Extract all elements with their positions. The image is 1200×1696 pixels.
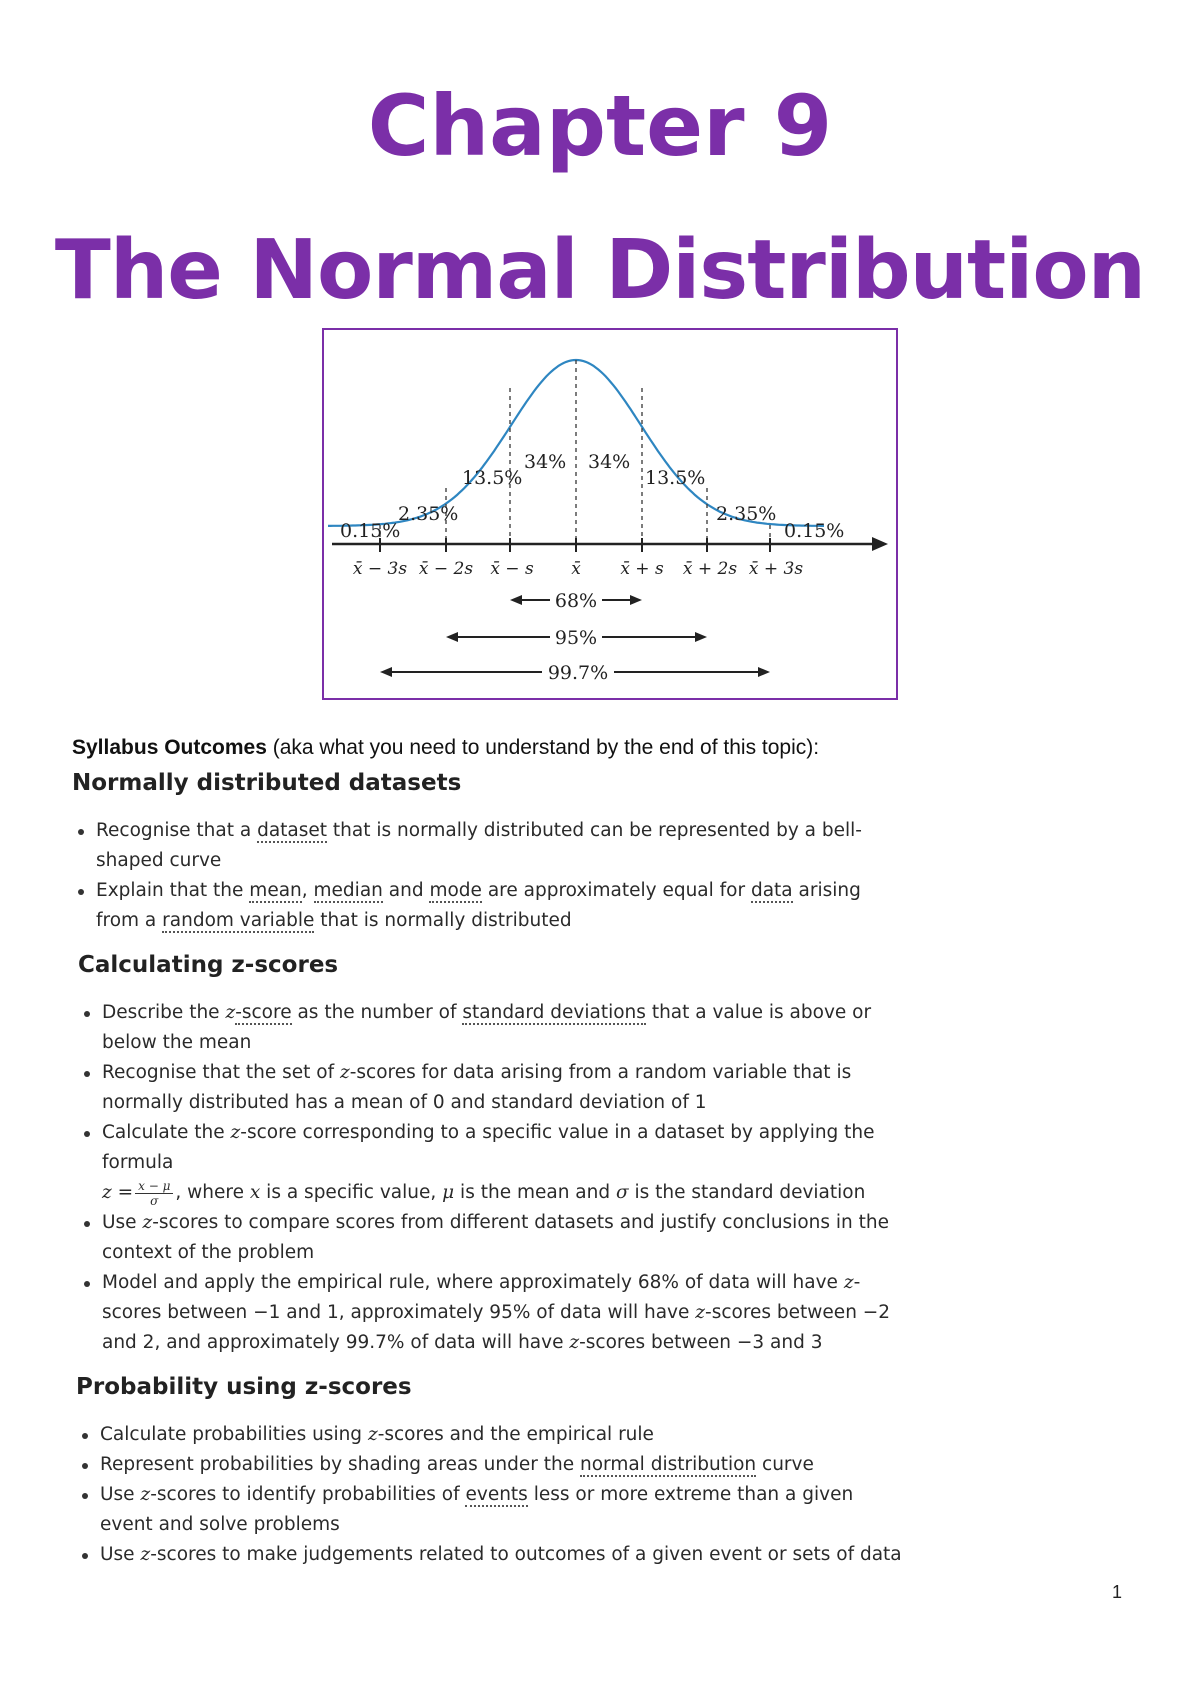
tick-label-plus-2s: x̄ + 2s — [682, 559, 738, 579]
label-left-tail: 0.15% — [340, 520, 401, 542]
list-item: Explain that the mean, median and mode are approximately equal for data arising from a random variable that is normally distributed — [74, 876, 894, 936]
arrow-99-7-left — [380, 667, 392, 677]
glossary-link-mode[interactable]: mode — [429, 880, 482, 901]
label-left-center: 34% — [524, 451, 567, 473]
label-right-tail: 0.15% — [784, 520, 845, 542]
section-2-list — [80, 998, 900, 1358]
label-right-1s: 13.5% — [645, 467, 706, 489]
section-heading-probability-z-scores: Probability using z-scores — [76, 1374, 412, 1400]
chapter-number: Chapter 9 — [367, 77, 833, 175]
list-item: Recognise that the set of z-scores for data arising from a random variable that is normally distributed has a mean of 0 and standard deviation of 1 — [80, 1058, 900, 1118]
list-item: Describe the z-score as the number of standard deviations that a value is above or below the mean — [80, 998, 900, 1058]
tick-label-plus-3s: x̄ + 3s — [748, 559, 804, 579]
list-item: Represent probabilities by shading areas under the normal distribution curve — [78, 1450, 908, 1480]
range-label-99-7: 99.7% — [547, 662, 609, 684]
glossary-link-mean[interactable]: mean — [249, 880, 302, 901]
glossary-link-normal-distribution[interactable]: normal distribution — [580, 1454, 757, 1475]
list-item: Use z-scores to compare scores from different datasets and justify conclusions in the context of the problem — [80, 1208, 900, 1268]
list-item: Use z-scores to identify probabilities of events less or more extreme than a given event and solve problems — [78, 1480, 908, 1540]
list-item: Recognise that a dataset that is normally distributed can be represented by a bell-shaped curve — [74, 816, 894, 876]
section-1-list — [74, 816, 894, 936]
tick-label-minus-3s: x̄ − 3s — [352, 559, 408, 579]
arrow-68-right — [630, 595, 642, 605]
glossary-link-standard-deviations[interactable]: standard deviations — [462, 1002, 646, 1023]
range-label-68: 68% — [554, 590, 598, 612]
list-item: Use z-scores to make judgements related to outcomes of a given event or sets of data — [78, 1540, 908, 1570]
section-heading-normally-distributed: Normally distributed datasets — [72, 770, 462, 796]
list-item: Calculate probabilities using z-scores and the empirical rule — [78, 1420, 908, 1450]
section-3-list — [78, 1420, 908, 1570]
label-right-center: 34% — [588, 451, 631, 473]
normal-distribution-figure — [322, 328, 898, 700]
range-label-95: 95% — [554, 627, 598, 649]
section-heading-calculating-z-scores: Calculating z-scores — [78, 952, 339, 978]
label-left-1s: 13.5% — [462, 467, 523, 489]
label-right-2s: 2.35% — [716, 503, 777, 525]
tick-label-minus-s: x̄ − s — [490, 559, 534, 579]
syllabus-outcomes-note: (aka what you need to understand by the end of this topic): — [266, 736, 820, 759]
glossary-link-median[interactable]: median — [313, 880, 383, 901]
glossary-link-random-variable[interactable]: random variable — [162, 910, 315, 931]
z-score-formula: z = $\frac{x - \mu}{\sigma}$ — [102, 1178, 175, 1208]
glossary-link-z-score[interactable]: -score — [235, 1002, 292, 1023]
page-number: 1 — [1112, 1582, 1123, 1602]
list-item: Calculate the z-score corresponding to a specific value in a dataset by applying the formula z = $\frac{x - \mu}{\sigma}$ , where x is a specific value, μ is the mean and σ is the standard deviation — [80, 1118, 900, 1208]
glossary-link-dataset[interactable]: dataset — [257, 820, 328, 841]
bell-curve-diagram — [324, 330, 896, 698]
syllabus-outcomes-intro — [72, 736, 819, 760]
list-item: Model and apply the empirical rule, where approximately 68% of data will have z-scores between −1 and 1, approximately 95% of data will have z-scores between −2 and 2, and approximately 99.7% of data will have z-scores between −3 and 3 — [80, 1268, 900, 1358]
arrow-95-left — [446, 632, 458, 642]
glossary-link-events[interactable]: events — [465, 1484, 528, 1505]
arrow-95-right — [695, 632, 707, 642]
syllabus-outcomes-label: Syllabus Outcomes — [72, 736, 267, 759]
tick-label-plus-s: x̄ + s — [620, 559, 664, 579]
glossary-link-data[interactable]: data — [750, 880, 793, 901]
tick-label-minus-2s: x̄ − 2s — [418, 559, 474, 579]
tick-label-mean: x̄ — [571, 559, 581, 579]
arrow-68-left — [510, 595, 522, 605]
axis-arrowhead — [872, 537, 888, 551]
chapter-title: The Normal Distribution — [54, 223, 1146, 318]
label-left-2s: 2.35% — [398, 503, 459, 525]
arrow-99-7-right — [758, 667, 770, 677]
